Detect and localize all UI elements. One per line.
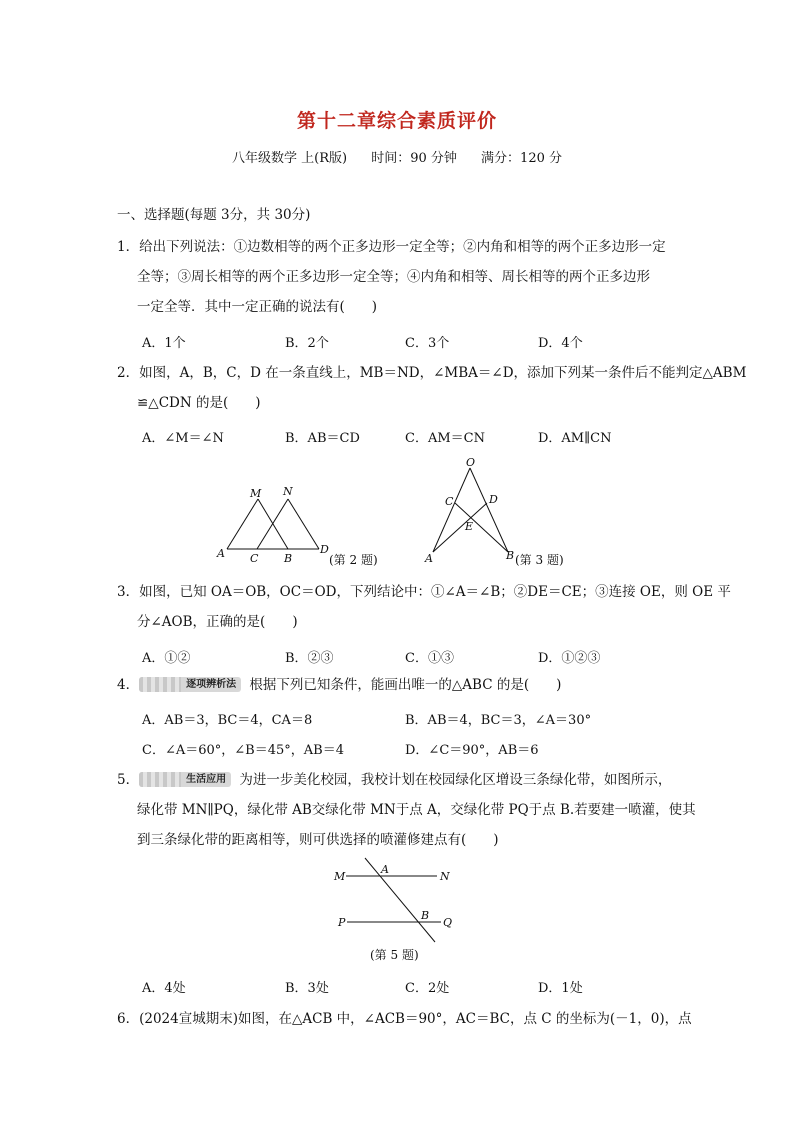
q1-option-b[interactable]: B．2个 [285,336,329,351]
q6-line-1: 6．(2024宣城期末)如图，在△ACB 中，∠ACB＝90°，AC＝BC，点 C 的坐标为(－1，0)，点 [117,1011,692,1027]
fig2-label-d: D [320,543,329,556]
q4-option-c[interactable]: C．∠A＝60°，∠B＝45°，AB＝4 [142,743,344,758]
page-title: 第十二章综合素质评价 [296,110,497,132]
q4-number: 4． [117,677,140,693]
q5-option-b[interactable]: B．3处 [285,981,329,996]
q5-line-3: 到三条绿化带的距离相等，则可供选择的喷灌修建点有( ) [137,832,499,848]
q5-option-a[interactable]: A．4处 [142,981,186,996]
q4-option-b[interactable]: B．AB＝4，BC＝3，∠A＝30° [405,713,592,728]
fig2-label-c: C [250,552,259,565]
fig3-label-b: B [506,549,515,562]
q5-text: 为进一步美化校园，我校计划在校园绿化区增设三条绿化带，如图所示， [239,772,672,788]
fig2-label-a: A [217,547,225,560]
q2-option-a[interactable]: A．∠M＝∠N [142,431,224,446]
fig3-label-a: A [425,552,433,565]
time-label: 时间：90 分钟 [371,151,457,166]
q2-line-2: ≌△CDN 的是( ) [137,395,261,411]
q5-option-d[interactable]: D．1处 [538,981,583,996]
fig5-label-a: A [381,863,389,876]
fig3-label-c: C [445,495,454,508]
q3-line-2: 分∠AOB，正确的是( ) [137,614,298,630]
fig3-label-d: D [489,493,498,506]
tag-text: 生活应用 [186,774,227,785]
q3-option-c[interactable]: C．①③ [405,651,454,666]
q2-option-d[interactable]: D．AM∥CN [538,431,612,446]
q2-option-b[interactable]: B．AB＝CD [285,431,360,446]
q1-line-2: 全等；③周长相等的两个正多边形一定全等；④内角和相等、周长相等的两个正多边形 [137,269,650,285]
fig3-label-o: O [466,456,476,469]
q5-number: 5． [117,772,140,788]
fig5-label-n: N [440,870,450,883]
q1-option-d[interactable]: D．4个 [538,336,583,351]
grade-label: 八年级数学 上(R版) [232,151,348,166]
q5-option-c[interactable]: C．2处 [405,981,450,996]
section-heading: 一、选择题(每题 3分，共 30分) [117,207,311,223]
q1-line-3: 一定全等．其中一定正确的说法有( ) [137,299,378,315]
q3-option-b[interactable]: B．②③ [285,651,334,666]
fig5-label-b: B [421,909,430,922]
q2-line-1: 2．如图，A，B，C，D 在一条直线上，MB＝ND，∠MBA＝∠D，添加下列某一条件后不能判定△ABM [117,365,747,381]
score-label: 满分：120 分 [481,151,562,166]
fig3-caption: (第 3 题) [515,553,564,567]
q1-option-c[interactable]: C．3个 [405,336,450,351]
fig5-label-p: P [338,916,346,929]
q3-option-d[interactable]: D．①②③ [538,651,601,666]
q1-line-1: 1．给出下列说法：①边数相等的两个正多边形一定全等；②内角和相等的两个正多边形一定 [117,239,666,255]
fig5-label-m: M [334,870,346,883]
q4-text: 根据下列已知条件，能画出唯一的△ABC 的是( ) [249,677,562,693]
q2-option-c[interactable]: C．AM＝CN [405,431,485,446]
q5-line-2: 绿化带 MN∥PQ，绿化带 AB交绿化带 MN于点 A，交绿化带 PQ于点 B.若要建一喷灌，使其 [137,802,696,818]
q4-option-d[interactable]: D．∠C＝90°，AB＝6 [405,743,539,758]
fig5-caption: (第 5 题) [370,948,419,962]
q4-option-a[interactable]: A．AB＝3，BC＝4，CA＝8 [142,713,313,728]
fig2-label-b: B [284,552,293,565]
fig3-label-e: E [465,520,474,533]
q3-line-1: 3．如图，已知 OA＝OB，OC＝OD，下列结论中：①∠A＝∠B；②DE＝CE；③连接 OE，则 OE 平 [117,584,731,600]
q3-option-a[interactable]: A．①② [142,651,191,666]
fig2-caption: (第 2 题) [329,553,378,567]
tag-text: 逐项辨析法 [186,679,237,690]
fig2-label-m: M [250,487,262,500]
fig2-label-n: N [283,485,293,498]
fig5-label-q: Q [443,916,453,929]
q1-option-a[interactable]: A．1个 [142,336,186,351]
